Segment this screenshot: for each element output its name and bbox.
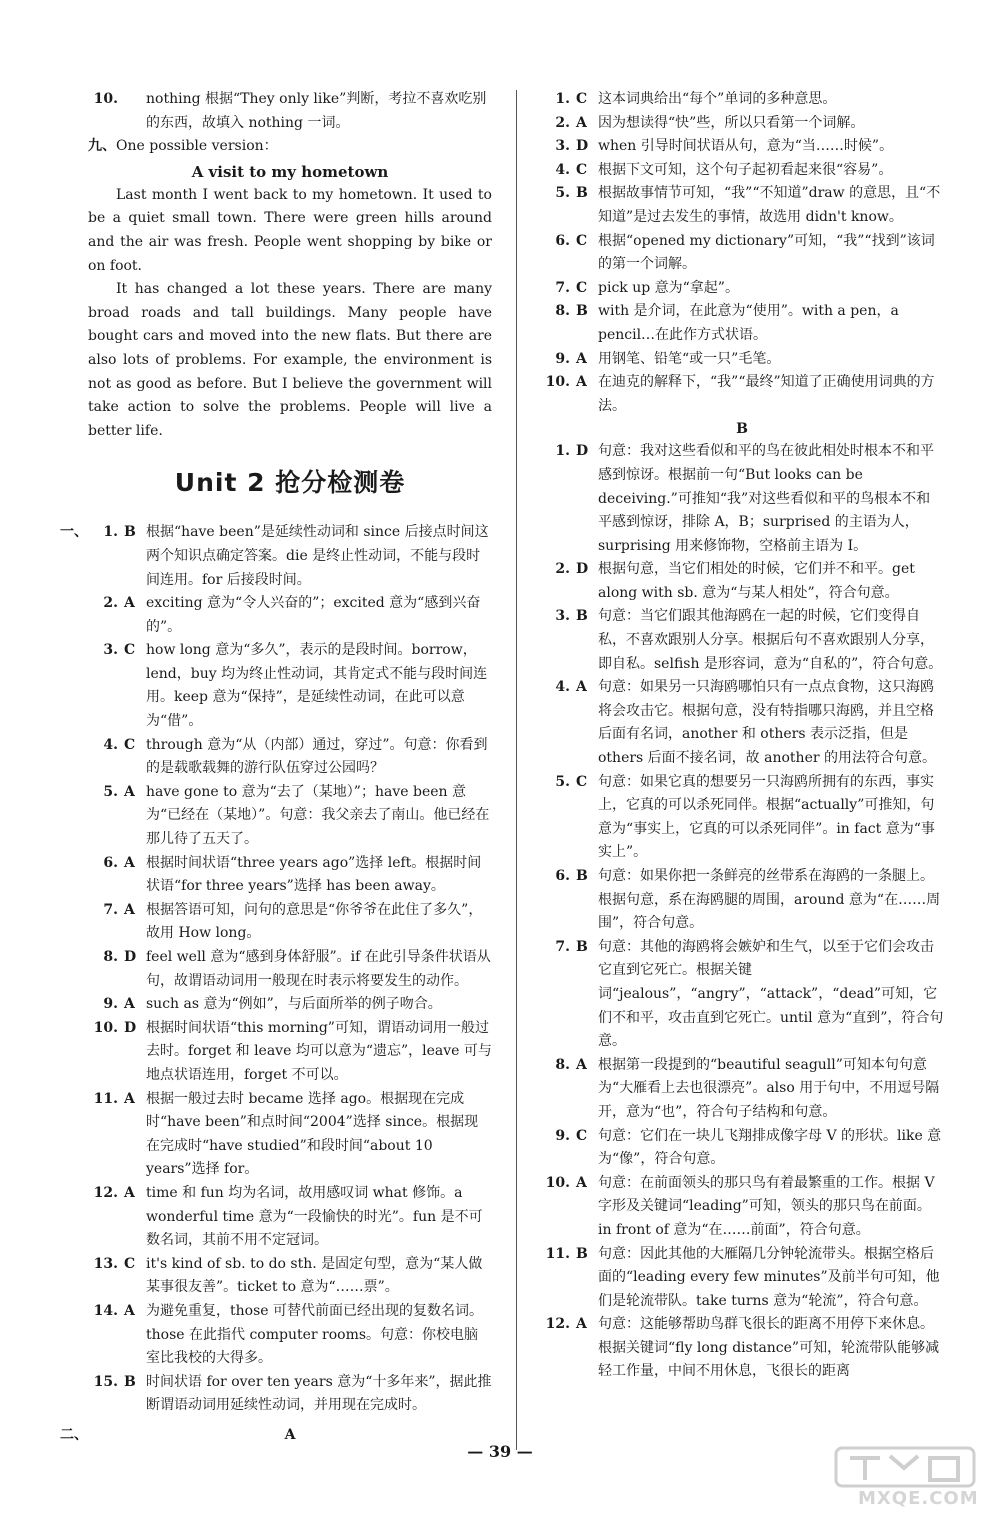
- answer-item: [540, 371, 944, 418]
- item-number: 4.: [103, 736, 118, 753]
- unit-title: Unit 2 抢分检测卷: [174, 468, 406, 498]
- item-explanation: 根据第一段提到的“beautiful seagull”可知本句句意为“大雁看上去也很漂亮”。also 用于句中，不用逗号隔开，意为“也”，符合句子结构和句意。: [598, 1056, 940, 1120]
- item-explanation: nothing 根据“They only like”判断，考拉不喜欢吃别的东西，故填入 nothing 一词。: [146, 91, 487, 131]
- item-explanation: 句意：我对这些看似和平的鸟在彼此相处时根本不和平感到惊讶。根据前一句“But looks can be deceiving.”可推知“我”对这些看似和平的鸟根本不和平感到惊讶，排除 A，B；surprised 的主语为人，surprising 用来修饰物，空格前主语为 I。: [598, 443, 934, 554]
- answer-item: [88, 852, 492, 899]
- item-explanation: 根据“opened my dictionary”可知，“我”“找到”该词的第一个词解。: [598, 232, 935, 273]
- item-answer: B: [576, 185, 588, 202]
- item-answer: C: [576, 279, 588, 296]
- answer-item: [540, 605, 944, 676]
- item-answer: C: [576, 161, 588, 178]
- item-number: 4.: [555, 161, 570, 178]
- answer-item: [540, 230, 944, 277]
- item-explanation: 句意：如果它真的想要另一只海鸥所拥有的东西，事实上，它真的可以杀死同伴。根据“actually”可推知，句意为“事实上，它真的可以杀死同伴”。in fact 意为“事实上”。: [598, 773, 935, 861]
- item-answer: A: [576, 1056, 587, 1073]
- answer-item: [540, 159, 944, 183]
- item-number: 1.: [103, 524, 118, 541]
- column-divider: [516, 90, 517, 1450]
- answer-item: [540, 558, 944, 605]
- answer-item: [88, 1300, 492, 1371]
- item-explanation: have gone to 意为“去了（某地）”；have been 意为“已经在（某地）”。句意：我父亲去了南山。他已经在那儿待了五天了。: [146, 783, 490, 848]
- item-explanation: 句意：当它们跟其他海鸥在一起的时候，它们变得自私，不喜欢跟别人分享。根据后句不喜欢跟别人分享，即自私。selfish 是形容词，意为“自私的”，符合句意。: [598, 608, 943, 672]
- item-answer: A: [124, 1184, 135, 1201]
- item-number: 12.: [93, 1184, 118, 1201]
- essay-paragraph: Last month I went back to my hometown. It used to be a quiet small town. There were green hills around and the air was fresh. People went shopping by bike or on foot.: [88, 186, 492, 274]
- answer-item: [88, 1371, 492, 1418]
- item-number: 13.: [93, 1255, 118, 1272]
- item-answer: C: [576, 91, 588, 107]
- item-answer: A: [576, 374, 587, 391]
- section-label: 九、: [88, 138, 116, 155]
- item-answer: D: [124, 1019, 137, 1036]
- item-explanation: 句意：如果另一只海鸥哪怕只有一点点食物，这只海鸥将会攻击它。根据句意，没有特指哪只海鸥，并且空格后面有名词，another 和 others 表示泛指，但是 others 后面不接名词，故 another 的用法符合句意。: [598, 679, 936, 767]
- answer-item: [540, 182, 944, 229]
- answer-item: [540, 112, 944, 136]
- answer-item: [540, 440, 944, 558]
- item-answer: A: [124, 996, 135, 1013]
- item-number: 1.: [555, 91, 570, 107]
- item-number: 6.: [555, 232, 570, 249]
- answer-item: [88, 88, 492, 135]
- item-answer: D: [576, 443, 589, 460]
- item-answer: A: [124, 783, 135, 800]
- answer-item: [540, 135, 944, 159]
- item-number: 7.: [103, 901, 118, 918]
- answer-item: [88, 1088, 492, 1182]
- item-answer: A: [124, 901, 135, 918]
- item-answer: C: [576, 1127, 588, 1144]
- answer-item: [88, 639, 492, 733]
- answer-item: [88, 1017, 492, 1088]
- item-answer: D: [124, 949, 137, 965]
- section-subhead: B: [736, 421, 748, 438]
- item-number: 10.: [93, 91, 118, 107]
- item-number: 2.: [555, 114, 570, 131]
- item-number: 11.: [545, 1245, 570, 1262]
- item-number: 10.: [545, 1174, 570, 1191]
- item-explanation: through 意为“从（内部）通过，穿过”。句意：你看到的是载歌载舞的游行队伍穿过公园吗？: [146, 736, 488, 777]
- right-column: [540, 88, 944, 1384]
- item-number: 9.: [103, 996, 118, 1013]
- item-answer: C: [124, 1255, 136, 1272]
- item-number: 2.: [555, 561, 570, 578]
- item-answer: A: [576, 1316, 587, 1333]
- item-answer: B: [576, 303, 588, 320]
- item-explanation: with 是介词，在此意为“使用”。with a pen，a pencil…在此作方式状语。: [598, 303, 899, 343]
- answer-item: [88, 734, 492, 781]
- item-answer: B: [576, 608, 588, 625]
- item-explanation: 句意：在前面领头的那只鸟有着最繁重的工作。根据 V 字形及关键词“leading”可知，领头的那只鸟在前面。in front of 意为“在……前面”，符合句意。: [598, 1174, 935, 1238]
- item-explanation: 根据时间状语“this morning”可知，谓语动词用一般过去时。forget 和 leave 均可以意为“遗忘”，leave 可与地点状语连用，forget 不可以。: [146, 1019, 492, 1083]
- item-explanation: exciting 意为“令人兴奋的”；excited 意为“感到兴奋的”。: [146, 595, 481, 635]
- answer-item: [88, 1253, 492, 1300]
- item-answer: A: [576, 1174, 587, 1191]
- item-number: 5.: [555, 185, 570, 202]
- item-number: 8.: [103, 949, 118, 965]
- item-number: 2.: [103, 595, 118, 612]
- item-explanation: 根据故事情节可知，“我”“不知道”draw 的意思，且“不知道”是过去发生的事情，故选用 didn't know。: [598, 185, 941, 225]
- item-answer: A: [124, 1302, 135, 1319]
- item-answer: D: [576, 138, 589, 155]
- answer-item: [88, 946, 492, 993]
- item-explanation: 根据一般过去时 became 选择 ago。根据现在完成时“have been”和点时间“2004”选择 since。根据现在完成时“have studied”和段时间“about 10 years”选择 for。: [146, 1090, 479, 1178]
- item-explanation: 句意：因此其他的大雁隔几分钟轮流带头。根据空格后面的“leading every few minutes”及前半句可知，他们是轮流带队。take turns 意为“轮流”，符合句意。: [598, 1245, 940, 1309]
- item-answer: A: [576, 114, 587, 131]
- item-number: 9.: [555, 1127, 570, 1144]
- answer-item: [88, 1182, 492, 1253]
- item-answer: C: [576, 773, 588, 790]
- item-answer: B: [124, 1373, 136, 1390]
- item-number: 7.: [555, 938, 570, 955]
- item-explanation: 根据下文可知，这个句子起初看起来很“容易”。: [598, 161, 893, 178]
- answer-item: [540, 277, 944, 301]
- item-explanation: such as 意为“例如”，与后面所举的例子吻合。: [146, 996, 442, 1013]
- section-label: 一、: [60, 524, 88, 541]
- item-answer: A: [576, 679, 587, 696]
- item-explanation: 这本词典给出“每个”单词的多种意思。: [598, 91, 837, 107]
- item-answer: C: [124, 642, 136, 659]
- item-number: 5.: [103, 783, 118, 800]
- item-explanation: 句意：如果你把一条鲜亮的丝带系在海鸥的一条腿上。根据句意，系在海鸥腿的周围，around 意为“在……周围”，符合句意。: [598, 868, 941, 932]
- item-number: 3.: [555, 608, 570, 625]
- item-answer: B: [124, 524, 136, 541]
- item-explanation: 在迪克的解释下，“我”“最终”知道了正确使用词典的方法。: [598, 374, 935, 414]
- answer-item: [540, 88, 944, 112]
- watermark-logo: [830, 1444, 980, 1514]
- section-text: One possible version：: [116, 138, 278, 155]
- answer-item: [88, 781, 492, 852]
- item-number: 4.: [555, 679, 570, 696]
- item-explanation: feel well 意为“感到身体舒服”。if 在此引导条件状语从句，故谓语动词用一般现在时表示将要发生的动作。: [146, 949, 491, 989]
- essay-paragraph: It has changed a lot these years. There are many broad roads and tall buildings. Many people have bought cars and moved into the new flats. But there are also lots of problems. For example, the environment is not as good as before. But I believe the government will take action to solve the problems. People will live a better life.: [88, 281, 492, 439]
- item-explanation: 根据时间状语“three years ago”选择 left。根据时间状语“for three years”选择 has been away。: [146, 854, 482, 895]
- item-answer: A: [576, 350, 587, 367]
- item-explanation: 根据“have been”是延续性动词和 since 后接点时间这两个知识点确定答案。die 是终止性动词，不能与段时间连用。for 后接段时间。: [146, 524, 489, 588]
- item-number: 15.: [93, 1373, 118, 1390]
- item-number: 3.: [103, 642, 118, 659]
- item-number: 10.: [93, 1019, 118, 1036]
- item-answer: C: [576, 232, 588, 249]
- section-subhead: A: [284, 1426, 296, 1443]
- item-answer: D: [576, 561, 589, 578]
- answer-item: [540, 936, 944, 1054]
- item-explanation: 为避免重复，those 可替代前面已经出现的复数名词。those 在此指代 computer rooms。句意：你校电脑室比我校的大得多。: [146, 1302, 483, 1367]
- item-answer: A: [124, 854, 135, 871]
- answer-item: [540, 676, 944, 770]
- item-number: 3.: [555, 138, 570, 155]
- answer-item: [88, 993, 492, 1017]
- item-explanation: pick up 意为“拿起”。: [598, 279, 739, 296]
- answer-item: [540, 1172, 944, 1243]
- item-answer: B: [576, 938, 588, 955]
- section-nine-heading: [88, 135, 492, 159]
- item-number: 1.: [555, 443, 570, 460]
- item-number: 10.: [545, 374, 570, 391]
- item-number: 9.: [555, 350, 570, 367]
- item-explanation: when 引导时间状语从句，意为“当……时候”。: [598, 138, 894, 155]
- item-number: 7.: [555, 279, 570, 296]
- item-answer: A: [124, 1090, 135, 1107]
- answer-item: [540, 348, 944, 372]
- answer-item: [60, 521, 492, 592]
- section-label: 二、: [60, 1426, 88, 1443]
- item-answer: B: [576, 868, 588, 884]
- item-explanation: 句意：它们在一块儿飞翔排成像字母 V 的形状。like 意为“像”，符合句意。: [598, 1127, 942, 1168]
- answer-item: [540, 1243, 944, 1314]
- answer-item: [540, 1054, 944, 1125]
- item-explanation: 句意：其他的海鸥将会嫉妒和生气，以至于它们会攻击它直到它死亡。根据关键词“jealous”，“angry”，“attack”，“dead”可知，它们不和平，攻击直到它死亡。until 意为“直到”，符合句意。: [598, 938, 944, 1050]
- watermark-text: MXQE.COM: [858, 1488, 979, 1509]
- answer-item: [88, 899, 492, 946]
- answer-item: [540, 1313, 944, 1384]
- item-explanation: time 和 fun 均为名词，故用感叹词 what 修饰。a wonderful time 意为“一段愉快的时光”。fun 是不可数名词，其前不用不定冠词。: [146, 1184, 483, 1249]
- item-number: 12.: [545, 1316, 570, 1333]
- item-explanation: 用钢笔、铅笔“或一只”毛笔。: [598, 350, 781, 367]
- answer-item: [540, 300, 944, 347]
- page-number: — 39 —: [467, 1442, 533, 1461]
- item-number: 14.: [93, 1302, 118, 1319]
- item-explanation: 因为想读得“快”些，所以只看第一个词解。: [598, 114, 865, 131]
- item-explanation: how long 意为“多久”，表示的是段时间。borrow，lend，buy 均为终止性动词，其肯定式不能与段时间连用。keep 意为“保持”，是延续性动词，在此可以意为“借”。: [146, 642, 488, 730]
- item-answer: A: [124, 595, 135, 612]
- answer-item: [88, 592, 492, 639]
- item-explanation: it's kind of sb. to do sth. 是固定句型，意为“某人做某事很友善”。ticket to 意为“……票”。: [146, 1255, 483, 1296]
- item-number: 11.: [93, 1090, 118, 1107]
- item-explanation: 句意：这能够帮助鸟群飞很长的距离不用停下来休息。根据关键词“fly long distance”可知，轮流带队能够减轻工作量，中间不用休息，飞很长的距离: [598, 1316, 940, 1380]
- item-number: 8.: [555, 303, 570, 320]
- left-column: [60, 88, 492, 1446]
- item-number: 6.: [103, 854, 118, 871]
- answer-item: [540, 1125, 944, 1172]
- item-answer: C: [124, 736, 136, 753]
- item-explanation: 根据答语可知，问句的意思是“你爷爷在此住了多久”，故用 How long。: [146, 901, 483, 942]
- item-answer: B: [576, 1245, 588, 1262]
- answer-item: [540, 865, 944, 936]
- item-number: 5.: [555, 773, 570, 790]
- item-number: 8.: [555, 1056, 570, 1073]
- item-number: 6.: [555, 868, 570, 884]
- answer-item: [540, 771, 944, 865]
- item-explanation: 时间状语 for over ten years 意为“十多年来”，据此推断谓语动词用延续性动词，并用现在完成时。: [146, 1373, 492, 1414]
- essay-title: A visit to my hometown: [191, 162, 389, 181]
- item-explanation: 根据句意，当它们相处的时候，它们并不和平。get along with sb. 意为“与某人相处”，符合句意。: [598, 561, 915, 601]
